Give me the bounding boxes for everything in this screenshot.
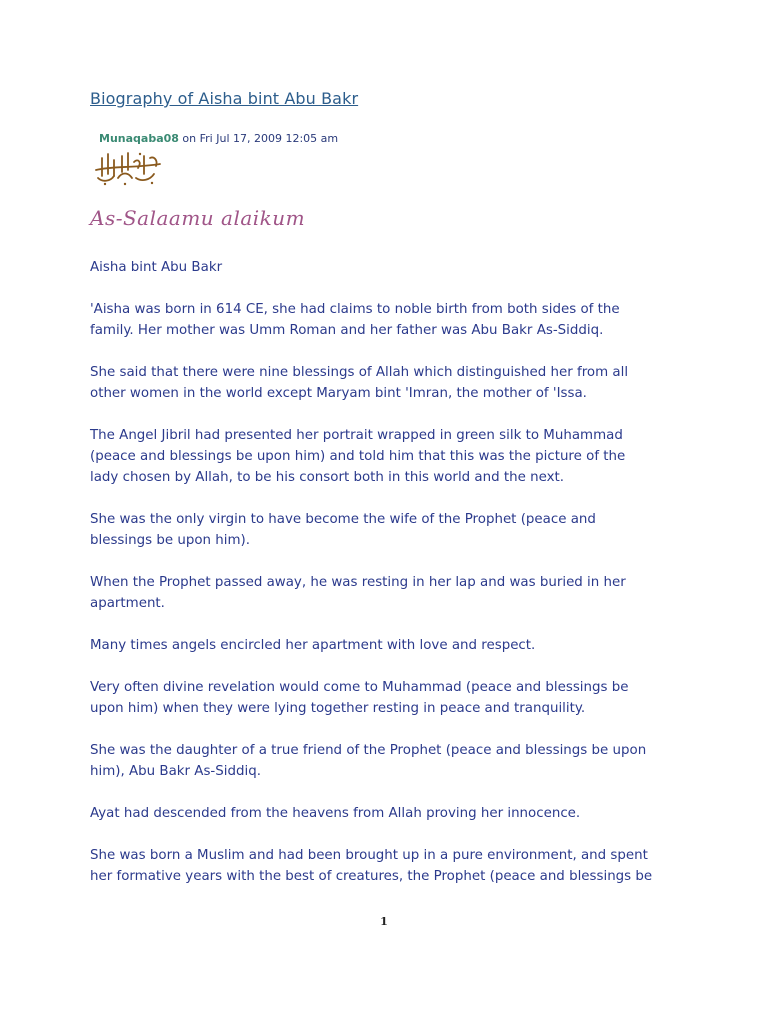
body-paragraph xyxy=(90,740,690,782)
author-name[interactable]: Munaqaba08 xyxy=(99,132,179,145)
body-paragraph xyxy=(90,509,690,551)
body-paragraph xyxy=(90,572,690,614)
paragraph-line: Ayat had descended from the heavens from Allah proving her innocence. xyxy=(90,806,581,821)
paragraph-line: her formative years with the best of creatures, the Prophet (peace and blessings be xyxy=(90,869,653,884)
paragraph-line: lady chosen by Allah, to be his consort both in this world and the next. xyxy=(90,470,565,485)
paragraph-line: 'Aisha was born in 614 CE, she had claims to noble birth from both sides of the xyxy=(90,302,620,317)
paragraph-line: When the Prophet passed away, he was resting in her lap and was buried in her xyxy=(90,575,626,590)
body-paragraph xyxy=(90,845,690,887)
body-paragraph xyxy=(90,425,690,488)
paragraph-line: She was the only virgin to have become the wife of the Prophet (peace and xyxy=(90,512,596,527)
paragraph-line: blessings be upon him). xyxy=(90,533,251,548)
paragraph-line: She was the daughter of a true friend of the Prophet (peace and blessings be upon xyxy=(90,743,647,758)
body-paragraph xyxy=(90,803,690,824)
article-body xyxy=(90,257,690,908)
paragraph-line: family. Her mother was Umm Roman and her father was Abu Bakr As-Siddiq. xyxy=(90,323,604,338)
body-paragraph xyxy=(90,257,690,278)
greeting-heading: As-Salaamu alaikum xyxy=(90,206,306,230)
body-paragraph xyxy=(90,362,690,404)
paragraph-line: other women in the world except Maryam bint 'Imran, the mother of 'Issa. xyxy=(90,386,587,401)
paragraph-line: upon him) when they were lying together resting in peace and tranquility. xyxy=(90,701,586,716)
paragraph-line: him), Abu Bakr As-Siddiq. xyxy=(90,764,261,779)
basmala-calligraphy-icon xyxy=(92,148,164,188)
body-paragraph xyxy=(90,635,690,656)
article-title-link[interactable]: Biography of Aisha bint Abu Bakr xyxy=(90,89,359,108)
paragraph-line: She was born a Muslim and had been brought up in a pure environment, and spent xyxy=(90,848,648,863)
post-date: on Fri Jul 17, 2009 12:05 am xyxy=(178,132,339,145)
post-byline xyxy=(99,132,338,145)
body-paragraph xyxy=(90,677,690,719)
paragraph-line: She said that there were nine blessings of Allah which distinguished her from all xyxy=(90,365,629,380)
page-number: 1 xyxy=(380,915,388,928)
paragraph-line: Aisha bint Abu Bakr xyxy=(90,260,223,275)
paragraph-line: apartment. xyxy=(90,596,165,611)
body-paragraph xyxy=(90,299,690,341)
paragraph-line: (peace and blessings be upon him) and told him that this was the picture of the xyxy=(90,449,626,464)
paragraph-line: Very often divine revelation would come to Muhammad (peace and blessings be xyxy=(90,680,629,695)
paragraph-line: Many times angels encircled her apartment with love and respect. xyxy=(90,638,536,653)
paragraph-line: The Angel Jibril had presented her portrait wrapped in green silk to Muhammad xyxy=(90,428,623,443)
